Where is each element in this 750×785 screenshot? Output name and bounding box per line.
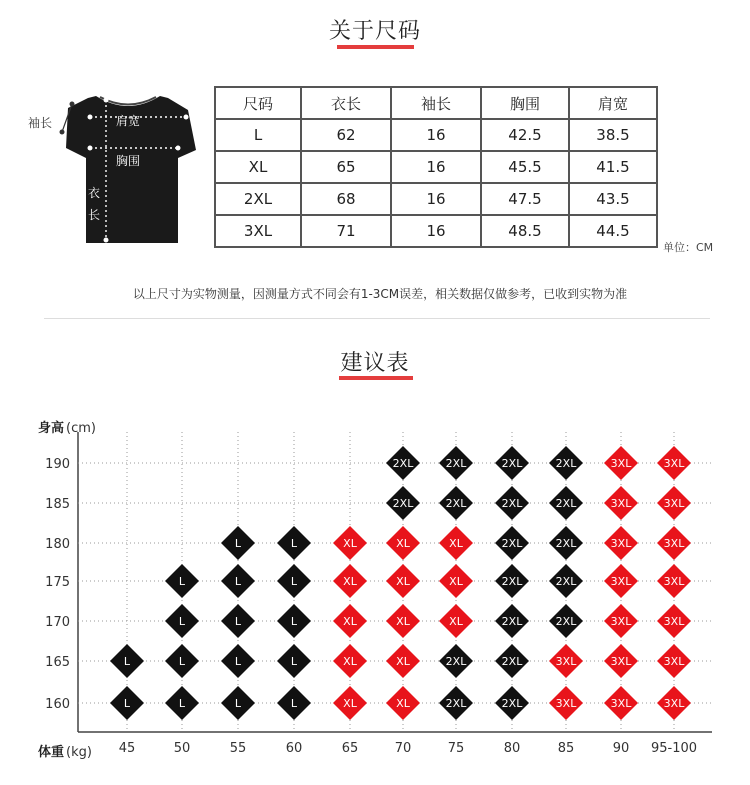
size-mark-label: 3XL (663, 497, 685, 510)
size-mark-label: 2XL (501, 575, 523, 588)
size-mark-label: 2XL (445, 497, 467, 510)
size-mark-label: XL (396, 615, 410, 628)
table-cell: XL (215, 151, 301, 183)
header-cell: 胸围 (481, 87, 569, 119)
size-mark-label: 2XL (501, 697, 523, 710)
size-mark-label: XL (449, 537, 463, 550)
size-mark-label: 3XL (610, 497, 632, 510)
size-mark-label: 3XL (610, 575, 632, 588)
table-cell: 44.5 (569, 215, 657, 247)
table-cell: 38.5 (569, 119, 657, 151)
size-mark-label: 3XL (663, 615, 685, 628)
size-mark-label: 3XL (555, 697, 577, 710)
size-mark-label: 2XL (392, 457, 414, 470)
table-cell: 68 (301, 183, 391, 215)
x-tick-label: 95-100 (650, 741, 698, 756)
size-mark-label: XL (396, 697, 410, 710)
table-cell: 43.5 (569, 183, 657, 215)
size-mark-label: L (290, 655, 298, 668)
section-divider (44, 318, 710, 319)
size-mark-label: 2XL (392, 497, 414, 510)
table-cell: 47.5 (481, 183, 569, 215)
size-table (214, 86, 658, 248)
size-mark-label: 2XL (555, 497, 577, 510)
sleeve-label: 袖长 (28, 116, 53, 130)
table-cell: 2XL (215, 183, 301, 215)
size-mark-label: 2XL (501, 655, 523, 668)
size-mark-label: 2XL (555, 575, 577, 588)
size-mark-label: 3XL (610, 655, 632, 668)
shoulder-label: 肩宽 (116, 114, 141, 128)
size-mark-label: 2XL (445, 697, 467, 710)
size-mark-label: L (234, 615, 242, 628)
size-mark-label: XL (396, 537, 410, 550)
size-mark-label: 2XL (555, 457, 577, 470)
y-axis-label: 身高 (38, 421, 65, 436)
section-title-size: 关于尺码 (328, 19, 421, 44)
table-cell: 42.5 (481, 119, 569, 151)
y-axis-unit: (cm) (66, 421, 96, 436)
x-axis-label: 体重 (38, 745, 65, 760)
x-tick-label: 70 (394, 741, 412, 756)
unit-label: 单位：CM (663, 241, 714, 254)
tshirt-figure (28, 88, 204, 248)
x-tick-label: 65 (341, 741, 359, 756)
table-cell: 16 (391, 151, 481, 183)
size-mark-label: L (234, 537, 242, 550)
size-mark-label: XL (396, 575, 410, 588)
size-mark-label: L (178, 655, 186, 668)
size-mark-label: 3XL (555, 655, 577, 668)
table-row (215, 119, 657, 151)
size-mark-label: L (178, 575, 186, 588)
size-mark-label: L (234, 655, 242, 668)
size-mark-label: XL (343, 697, 357, 710)
x-tick-label: 55 (229, 741, 247, 756)
size-mark-label: L (290, 575, 298, 588)
section-title-recommend: 建议表 (340, 351, 410, 376)
size-mark-label: 3XL (610, 537, 632, 550)
table-cell: 16 (391, 215, 481, 247)
length-label-1: 衣 (88, 186, 101, 200)
size-mark-label: XL (343, 537, 357, 550)
x-tick-label: 50 (173, 741, 191, 756)
size-mark-label: L (123, 655, 131, 668)
size-mark-label: L (178, 615, 186, 628)
size-mark-label: 3XL (663, 575, 685, 588)
title-underline (337, 45, 414, 49)
size-mark-label: 2XL (445, 655, 467, 668)
size-mark-label: 2XL (501, 615, 523, 628)
table-cell: 41.5 (569, 151, 657, 183)
table-cell: 16 (391, 183, 481, 215)
x-tick-label: 80 (503, 741, 521, 756)
size-mark-label: 3XL (610, 615, 632, 628)
y-tick-label: 180 (45, 537, 70, 552)
y-tick-label: 190 (45, 457, 70, 472)
size-mark-label: L (290, 537, 298, 550)
table-row (215, 151, 657, 183)
y-tick-label: 175 (45, 575, 70, 590)
size-mark-label: 3XL (610, 457, 632, 470)
size-mark-label: 3XL (610, 697, 632, 710)
x-tick-label: 75 (447, 741, 465, 756)
y-tick-label: 170 (45, 615, 70, 630)
size-mark-label: 3XL (663, 457, 685, 470)
table-row (215, 215, 657, 247)
x-axis-unit: (kg) (66, 745, 92, 760)
size-mark-label: XL (343, 615, 357, 628)
y-tick-label: 185 (45, 497, 70, 512)
size-mark-label: 3XL (663, 537, 685, 550)
table-cell: 3XL (215, 215, 301, 247)
size-mark-label: 3XL (663, 697, 685, 710)
y-tick-label: 160 (45, 697, 70, 712)
size-mark-label: L (290, 697, 298, 710)
chest-label: 胸围 (116, 154, 141, 168)
size-mark-label: XL (343, 655, 357, 668)
table-cell: 45.5 (481, 151, 569, 183)
table-cell: 16 (391, 119, 481, 151)
size-mark-label: L (178, 697, 186, 710)
x-tick-label: 60 (285, 741, 303, 756)
size-mark-label: 2XL (501, 537, 523, 550)
size-mark-label: XL (449, 615, 463, 628)
measurement-note: 以上尺寸为实物测量，因测量方式不同会有1-3CM误差，相关数据仅做参考，已收到实物为准 (132, 287, 628, 301)
size-mark-label: 2XL (501, 457, 523, 470)
table-cell: 48.5 (481, 215, 569, 247)
title-underline (339, 376, 413, 380)
table-cell: 71 (301, 215, 391, 247)
size-mark-label: 3XL (663, 655, 685, 668)
x-tick-label: 45 (118, 741, 136, 756)
size-mark-label: 2XL (501, 497, 523, 510)
size-mark-label: XL (449, 575, 463, 588)
y-tick-label: 165 (45, 655, 70, 670)
header-cell: 尺码 (215, 87, 301, 119)
table-cell: 62 (301, 119, 391, 151)
size-mark-label: L (234, 575, 242, 588)
x-tick-label: 90 (612, 741, 630, 756)
length-label-2: 长 (88, 208, 101, 222)
size-recommendation-chart (0, 410, 750, 785)
size-mark-label: 2XL (445, 457, 467, 470)
x-tick-label: 85 (557, 741, 575, 756)
size-mark-label: 2XL (555, 537, 577, 550)
size-mark-label: XL (343, 575, 357, 588)
header-cell: 衣长 (301, 87, 391, 119)
header-cell: 袖长 (391, 87, 481, 119)
table-row (215, 183, 657, 215)
header-cell: 肩宽 (569, 87, 657, 119)
table-cell: L (215, 119, 301, 151)
size-mark-label: 2XL (555, 615, 577, 628)
table-header-row (215, 87, 657, 119)
size-mark-label: L (290, 615, 298, 628)
size-mark-label: L (234, 697, 242, 710)
size-mark-label: XL (396, 655, 410, 668)
table-cell: 65 (301, 151, 391, 183)
size-mark-label: L (123, 697, 131, 710)
